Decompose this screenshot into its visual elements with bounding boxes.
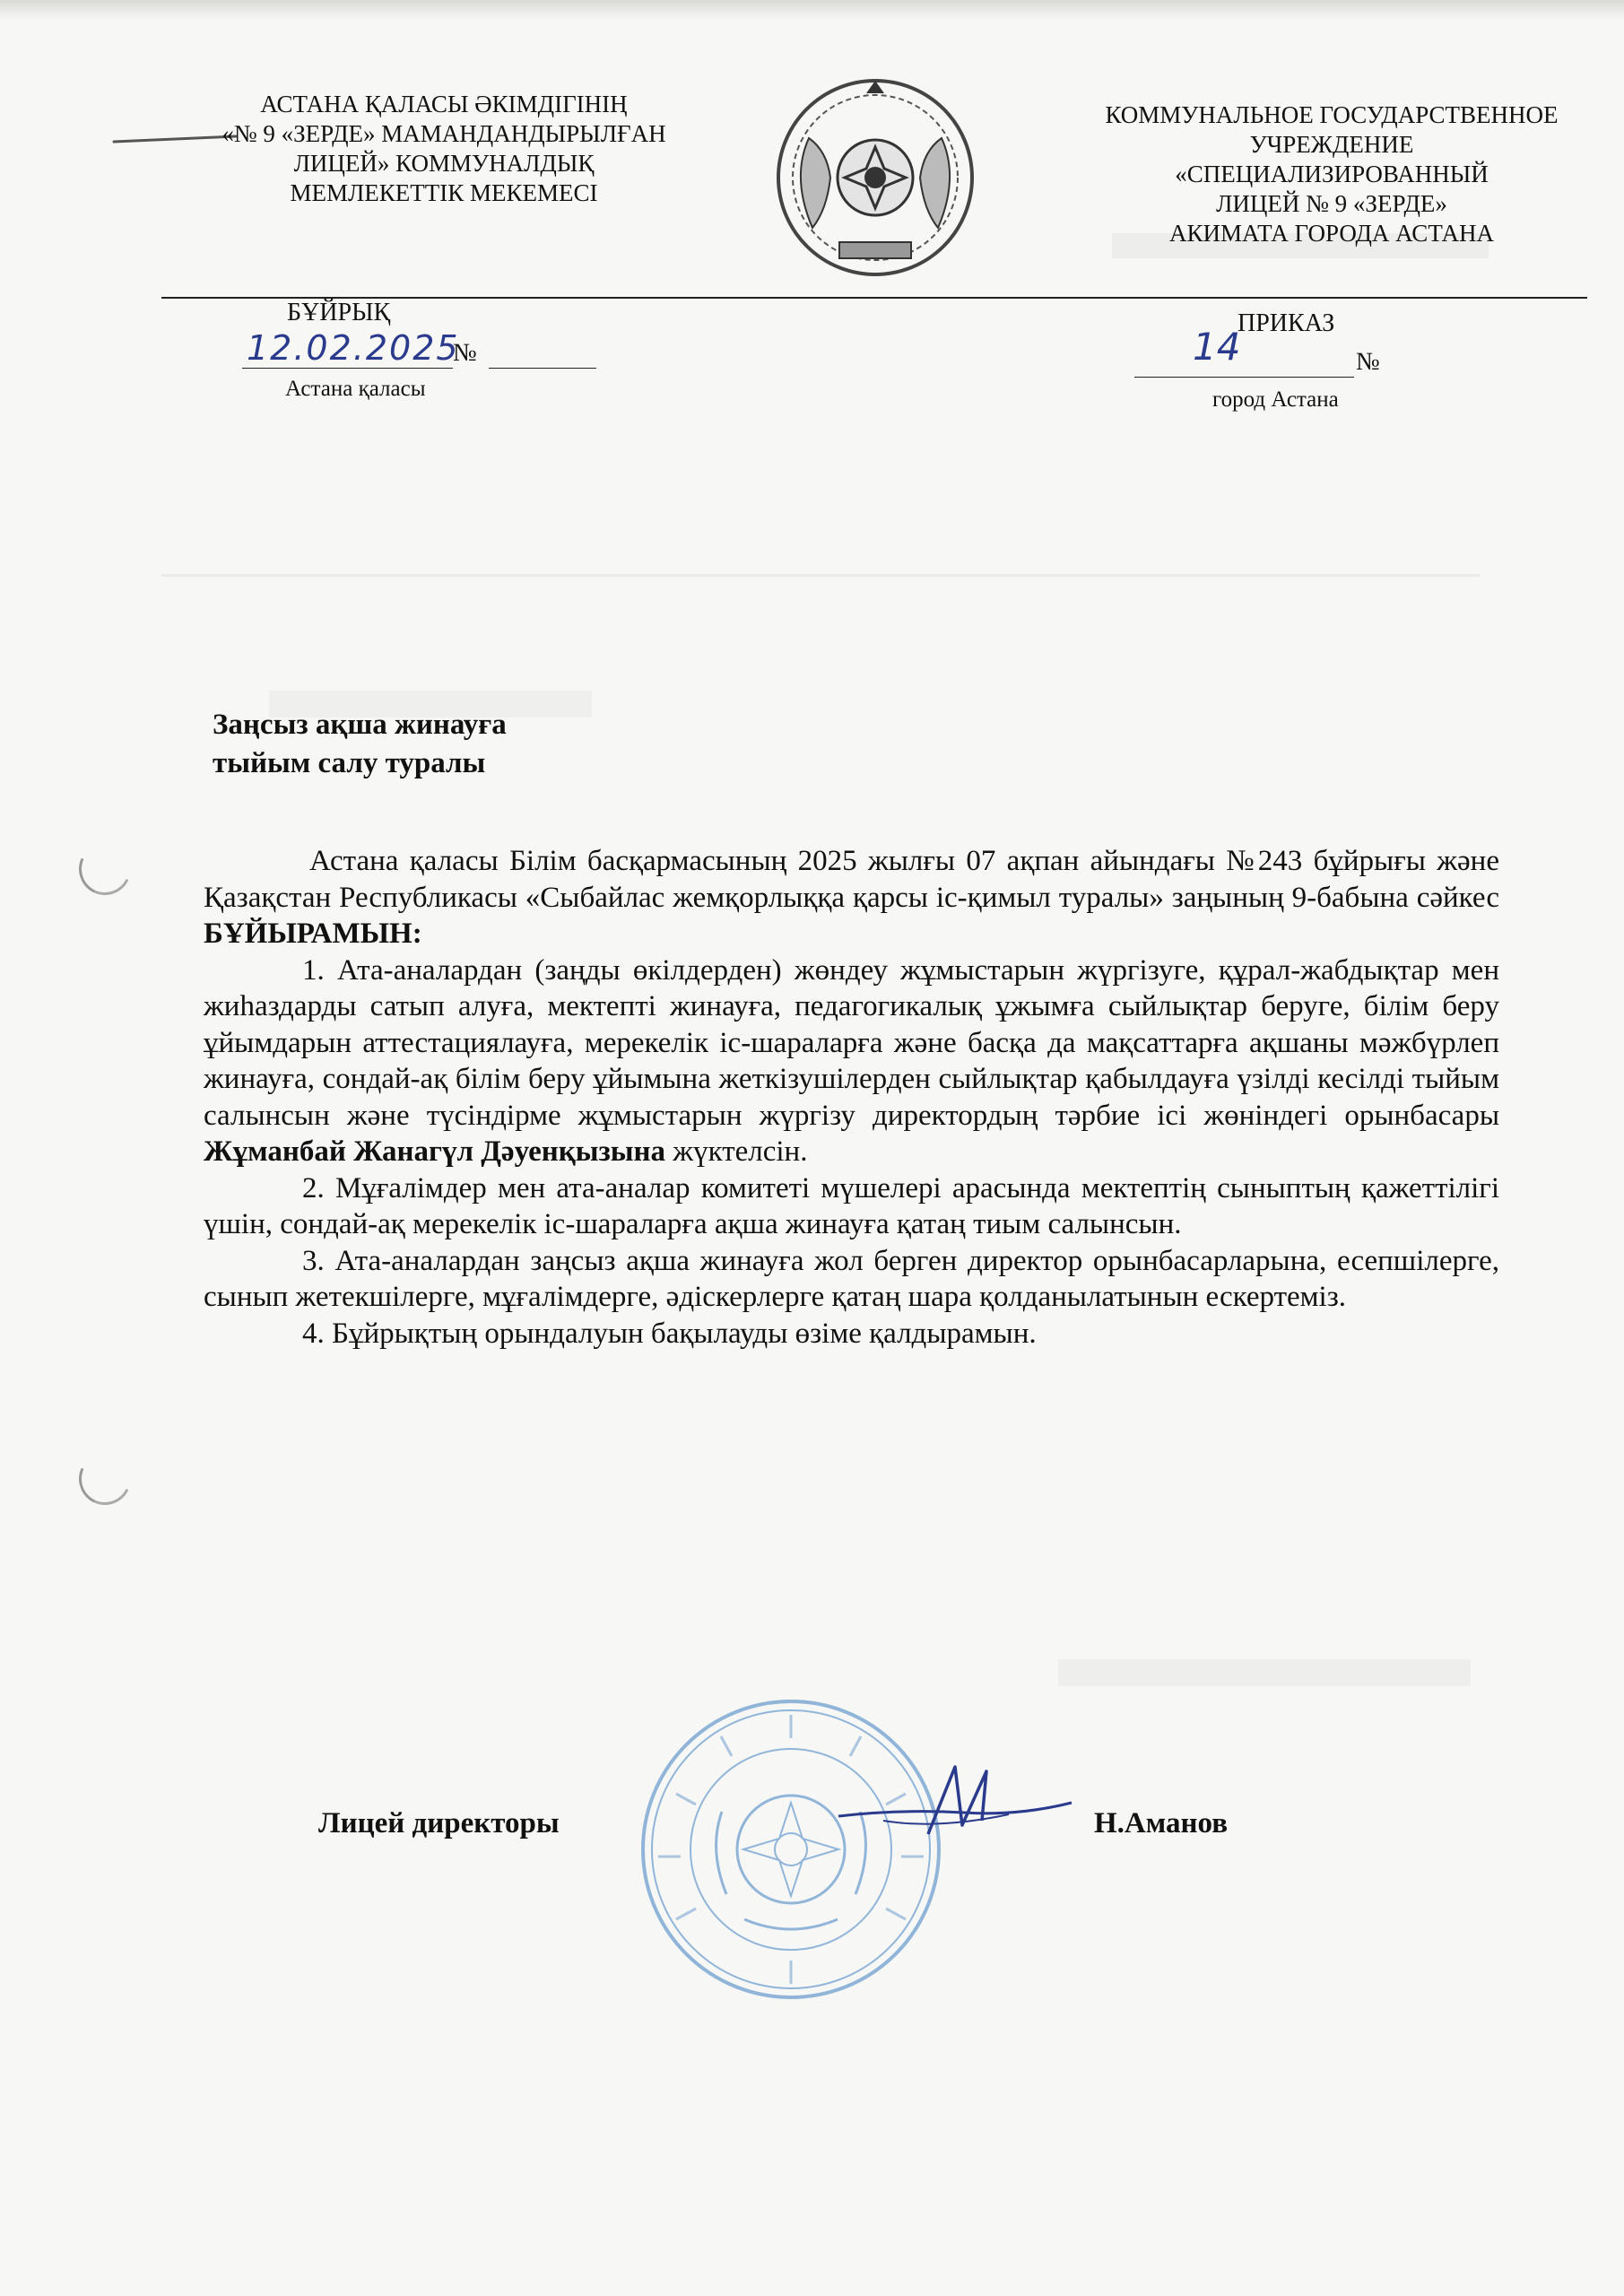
number-sign-left: № bbox=[453, 339, 477, 367]
header-right-line: «СПЕЦИАЛИЗИРОВАННЫЙ bbox=[1175, 161, 1489, 187]
bleed-through-mark bbox=[161, 574, 1480, 577]
order-subject bbox=[213, 706, 507, 783]
subject-line: Заңсыз ақша жинауға bbox=[213, 709, 507, 741]
header-left-line: ЛИЦЕЙ» КОММУНАЛДЫҚ bbox=[293, 150, 595, 177]
header-left-line: МЕМЛЕКЕТТІК МЕКЕМЕСІ bbox=[290, 179, 598, 206]
item-3: 3. Ата-аналардан заңсыз ақша жинауға жол берген директор орынбасарларына, есепшілерге, сынып жетекшілерге, мұғалімдерге, әдіскерлерге қатаң шара қолданылатынын ескертеміз. bbox=[204, 1244, 1499, 1313]
header-left-line: АСТАНА ҚАЛАСЫ ӘКІМДІГІНІҢ bbox=[260, 91, 628, 117]
intro-text: Астана қаласы Білім басқармасының 2025 жылғы 07 ақпан айындағы №243 бұйрығы және Қазақстан Республикасы «Сыбайлас жемқорлыққа қарсы іс-қимыл туралы» заңының 9-бабына сәйкес bbox=[204, 845, 1499, 914]
number-underline-right bbox=[1134, 377, 1354, 378]
date-underline bbox=[242, 368, 453, 369]
header-right-line: КОММУНАЛЬНОЕ ГОСУДАРСТВЕННОЕ bbox=[1105, 101, 1559, 128]
order-body bbox=[204, 843, 1499, 1352]
header-right-line: АКИМАТА ГОРОДА АСТАНА bbox=[1169, 220, 1494, 247]
number-underline-left bbox=[489, 368, 596, 369]
city-ru: город Астана bbox=[1212, 387, 1339, 412]
city-kk: Астана қаласы bbox=[285, 377, 426, 401]
subject-line: тыйым салу туралы bbox=[213, 747, 486, 779]
order-label-ru: ПРИКАЗ bbox=[1238, 309, 1335, 337]
number-sign-right: № bbox=[1356, 348, 1380, 376]
order-label-kk: БҰЙРЫҚ bbox=[287, 299, 391, 326]
header-left-kk bbox=[184, 90, 704, 208]
punch-hole-mark bbox=[72, 836, 138, 902]
item-2: 2. Мұғалімдер мен ата-аналар комитеті мүшелері арасында мектептің сыныптың қажеттілігі үшін, сондай-ақ мерекелік іс-шараларға ақша жинауға қатаң тиым салынсын. bbox=[204, 1171, 1499, 1240]
kazakhstan-state-emblem-icon bbox=[773, 75, 977, 280]
handwritten-order-number: 14 bbox=[1193, 325, 1241, 369]
round-official-stamp-icon bbox=[637, 1695, 946, 2005]
signatory-title: Лицей директоры bbox=[318, 1807, 560, 1839]
item-1-person: Жұманбай Жанагүл Дәуенқызына bbox=[204, 1135, 666, 1168]
header-right-ru bbox=[1058, 100, 1605, 248]
signatory-name: Н.Аманов bbox=[1094, 1807, 1229, 1839]
item-1-end: жүктелсін. bbox=[665, 1135, 808, 1168]
punch-hole-mark bbox=[72, 1446, 138, 1512]
scan-top-edge bbox=[0, 0, 1624, 20]
handwritten-signature-icon bbox=[829, 1753, 1081, 1843]
bleed-through-mark bbox=[1058, 1659, 1471, 1686]
item-1 bbox=[204, 952, 1499, 1170]
intro-paragraph bbox=[204, 843, 1499, 952]
item-4: 4. Бұйрықтың орындалуын бақылауды өзіме қалдырамын. bbox=[302, 1317, 1037, 1350]
header-right-line: ЛИЦЕЙ № 9 «ЗЕРДЕ» bbox=[1216, 190, 1447, 217]
item-1-text: 1. Ата-аналардан (заңды өкілдерден) жөндеу жұмыстарын жүргізуге, құрал-жабдықтар мен жиһаздарды сатып алуға, мектепті жинауға, педагогикалық ұжымға сыйлықтар беруге, білім беру ұйымдарын аттестациялауға, мерекелік іс-шараларға және басқа да мақсаттарға ақшаны мәжбүрлеп жинауға, сондай-ақ білім беру ұйымына жеткізушілерден сыйлықтар қабылдауға үзілді кесілді тыйым салынсын және түсіндірме жұмыстарын жүргізу директордың тәрбие ісі жөніндегі орынбасары bbox=[204, 953, 1499, 1132]
header-left-line: «№ 9 «ЗЕРДЕ» МАМАНДАНДЫРЫЛҒАН bbox=[221, 120, 666, 147]
intro-bold: БҰЙЫРАМЫН: bbox=[204, 918, 422, 950]
handwritten-date: 12.02.2025 bbox=[247, 328, 460, 368]
header-right-line: УЧРЕЖДЕНИЕ bbox=[1249, 131, 1414, 158]
